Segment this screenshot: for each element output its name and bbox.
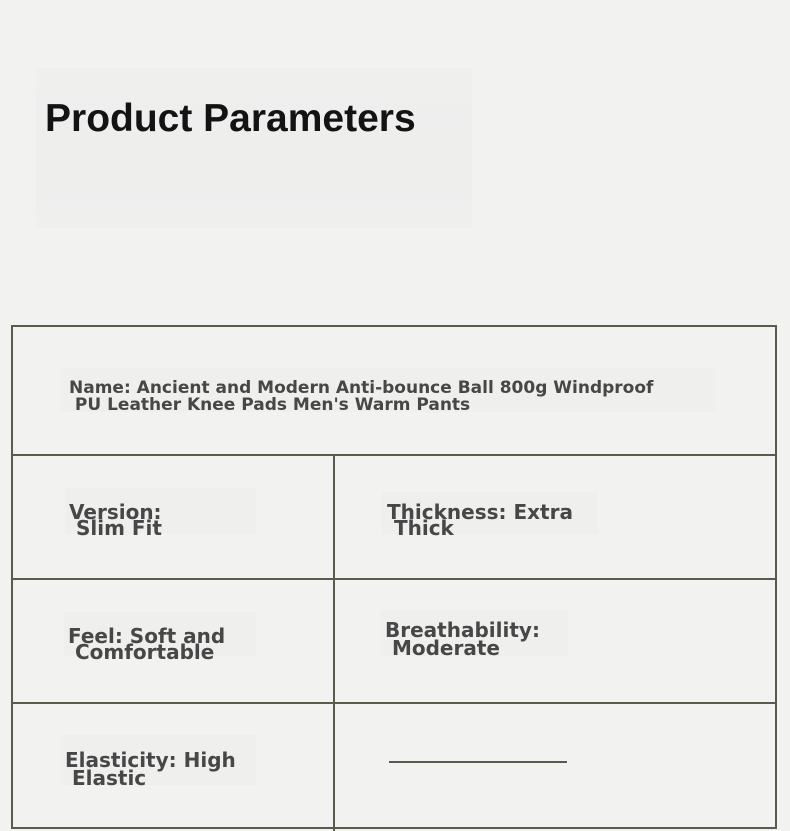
empty-cell-line xyxy=(389,761,567,763)
breathability-value: Breathability: Moderate xyxy=(385,618,540,660)
page-title: Product Parameters xyxy=(45,97,416,140)
thickness-value: Thickness: Extra Thick xyxy=(387,500,573,540)
column-divider xyxy=(333,454,335,831)
product-name: Name: Ancient and Modern Anti-bounce Ball 800g Windproof PU Leather Knee Pads Men's Warm Pants xyxy=(69,378,654,415)
feel-value: Feel: Soft and Comfortable xyxy=(68,624,226,664)
version-value: Version: Slim Fit xyxy=(69,500,162,540)
row-divider xyxy=(13,702,775,704)
row-divider xyxy=(13,578,775,580)
row-divider xyxy=(13,454,775,456)
elasticity-value: Elasticity: High Elastic xyxy=(65,748,236,790)
title-panel xyxy=(36,68,472,228)
